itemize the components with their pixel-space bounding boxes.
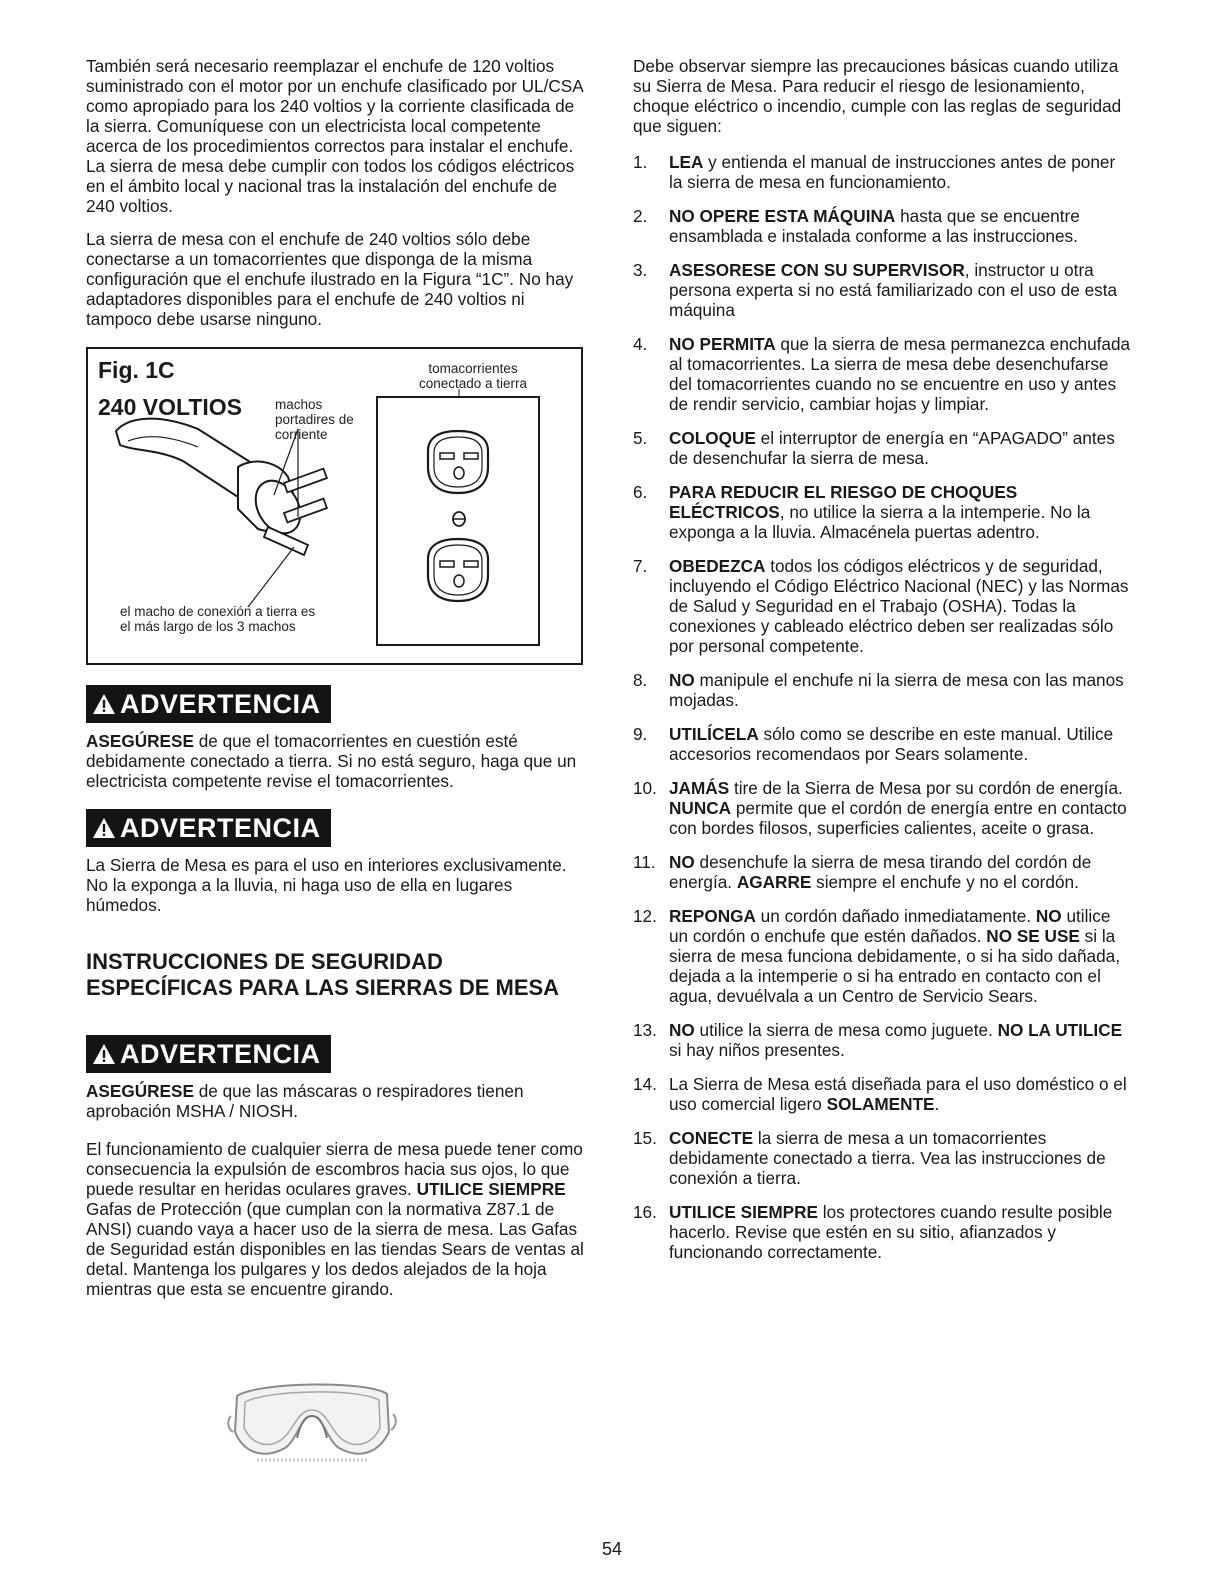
warning-block-indoor bbox=[86, 809, 586, 915]
left-column bbox=[86, 56, 586, 1312]
rule-number: 15. bbox=[633, 1128, 657, 1148]
rule-number: 14. bbox=[633, 1074, 657, 1094]
rule-number: 5. bbox=[633, 428, 648, 448]
safety-rule-item: 6. PARA REDUCIR EL RIESGO DE CHOQUES ELÉCTRICOS, no utilice la sierra a la intemperie. No la exponga a la lluvia. Almacénela puertas adentro. bbox=[633, 482, 1091, 542]
warning-triangle-icon bbox=[92, 1043, 116, 1065]
safety-rule-item: 11. NO desenchufe la sierra de mesa tirando del cordón de energía. AGARRE siempre el enchufe y no el cordón. bbox=[633, 852, 1092, 892]
rule-number: 9. bbox=[633, 724, 648, 744]
paragraph-outlet-config: La sierra de mesa con el enchufe de 240 voltios sólo debe conectarse a un tomacorrientes que disponga de la misma configuración que el enchufe ilustrado en la Figura “1C”. No hay adaptadores disponibles para el enchufe de 240 voltios ni tampoco debe usarse ninguno. bbox=[86, 229, 574, 329]
label-outlet: tomacorrientes conectado a tierra bbox=[418, 361, 528, 391]
rule-number: 10. bbox=[633, 778, 657, 798]
safety-rule-item: 10. JAMÁS tire de la Sierra de Mesa por su cordón de energía. NUNCA permite que el cordón de energía entre en contacto con bordes filosos, superficies calientes, aceite o grasa. bbox=[633, 778, 1127, 838]
safety-rules-list bbox=[633, 152, 1133, 1262]
safety-rule-item: 15. CONECTE la sierra de mesa a un tomacorrientes debidamente conectado a tierra. Vea las instrucciones de conexión a tierra. bbox=[633, 1128, 1106, 1188]
figure-title: Fig. 1C bbox=[98, 357, 175, 383]
page-number: 54 bbox=[601, 1539, 623, 1559]
rule-number: 12. bbox=[633, 906, 657, 926]
warning-text-masks: ASEGÚRESE de que las máscaras o respiradores tienen aprobación MSHA / NIOSH. bbox=[86, 1081, 524, 1121]
safety-rule-item: 7. OBEDEZCA todos los códigos eléctricos y de seguridad, incluyendo el Código Eléctrico Nacional (NEC) y las Normas de Salud y Seguridad en el Trabajo (OSHA). Todas la conexiones y cableado eléctrico deben ser realizadas sólo por personal competente. bbox=[633, 556, 1129, 656]
rule-number: 4. bbox=[633, 334, 648, 354]
rule-number: 1. bbox=[633, 152, 648, 172]
right-column bbox=[633, 56, 1133, 1276]
warning-text-grounding: ASEGÚRESE de que el tomacorrientes en cuestión esté debidamente conectado a tierra. Si no está seguro, haga que un electricista competente revise el tomacorrientes. bbox=[86, 731, 577, 791]
warning-label: ADVERTENCIA bbox=[120, 1039, 321, 1069]
warning-block-masks bbox=[86, 1035, 586, 1121]
warning-banner bbox=[86, 685, 331, 723]
warning-banner bbox=[86, 809, 331, 847]
rule-number: 13. bbox=[633, 1020, 657, 1040]
rule-number: 8. bbox=[633, 670, 648, 690]
warning-text-indoor: La Sierra de Mesa es para el uso en interiores exclusivamente. No la exponga a la lluvia, ni haga uso de ella en lugares húmedos. bbox=[86, 855, 567, 915]
safety-rule-item: 12. REPONGA un cordón dañado inmediatamente. NO utilice un cordón o enchufe que estén dañados. NO SE USE si la sierra de mesa funciona debidamente, o si ha sido dañada, dejada a la intemperie o si ha entrado en contacto con el agua, devuélvala a un Centro de Servicio Sears. bbox=[633, 906, 1120, 1006]
safety-rule-item: 8. NO manipule el enchufe ni la sierra de mesa con las manos mojadas. bbox=[633, 670, 1124, 710]
label-prongs: machos portadires de corriente bbox=[275, 397, 354, 442]
safety-rule-item: 4. NO PERMITA que la sierra de mesa permanezca enchufada al tomacorrientes. La sierra de mesa debe desenchufarse del tomacorrientes cuando no se encuentre en uso y antes de rendir servicio, cambiar hojas y limpiar. bbox=[633, 334, 1131, 414]
safety-rule-item: 2. NO OPERE ESTA MÁQUINA hasta que se encuentre ensamblada e instalada conforme a las instrucciones. bbox=[633, 206, 1080, 246]
safety-rule-item: 14. La Sierra de Mesa está diseñada para el uso doméstico o el uso comercial ligero SOLAMENTE. bbox=[633, 1074, 1127, 1114]
label-ground-prong: el macho de conexión a tierra es el más largo de los 3 machos bbox=[120, 604, 316, 634]
warning-label: ADVERTENCIA bbox=[120, 813, 321, 843]
figure-1c bbox=[86, 347, 583, 665]
safety-rule-item: 1. LEA y entienda el manual de instrucciones antes de poner la sierra de mesa en funcionamiento. bbox=[633, 152, 1116, 192]
warning-triangle-icon bbox=[92, 693, 116, 715]
paragraph-plug-replacement: También será necesario reemplazar el enchufe de 120 voltios suministrado con el motor por un enchufe clasificado por UL/CSA como apropiado para los 240 voltios y la corriente clasificada de la sierra. Comuníquese con un electricista local competente acerca de los procedimientos correctos para instalar el enchufe. La sierra de mesa debe cumplir con todos los códigos eléctricos en el ámbito local y nacional tras la instalación del enchufe de 240 voltios. bbox=[86, 56, 583, 216]
rule-number: 6. bbox=[633, 482, 648, 502]
safety-rule-item: 3. ASESORESE CON SU SUPERVISOR, instructor u otra persona experta si no está familiarizado con el uso de esta máquina bbox=[633, 260, 1118, 320]
warning-triangle-icon bbox=[92, 817, 116, 839]
safety-rule-item: 9. UTILÍCELA sólo como se describe en este manual. Utilice accesorios recomendaos por Sears solamente. bbox=[633, 724, 1114, 764]
warning-banner bbox=[86, 1035, 331, 1073]
section-heading: INSTRUCCIONES DE SEGURIDAD ESPECÍFICAS PARA LAS SIERRAS DE MESA bbox=[86, 949, 560, 1000]
figure-voltage: 240 VOLTIOS bbox=[98, 394, 243, 420]
paragraph-intro: Debe observar siempre las precauciones básicas cuando utiliza su Sierra de Mesa. Para reducir el riesgo de lesionamiento, choque eléctrico o incendio, cumple con las reglas de seguridad que siguen: bbox=[633, 56, 1122, 136]
rule-number: 11. bbox=[633, 852, 656, 872]
safety-rule-item: 16. UTILICE SIEMPRE los protectores cuando resulte posible hacerlo. Revise que estén en su sitio, afianzados y funcionando correctamente. bbox=[633, 1202, 1113, 1262]
warning-block-grounding bbox=[86, 685, 586, 791]
warning-label: ADVERTENCIA bbox=[120, 689, 321, 719]
rule-number: 16. bbox=[633, 1202, 657, 1222]
rule-number: 2. bbox=[633, 206, 648, 226]
plug-outlet-illustration bbox=[88, 349, 585, 667]
safety-goggles-image bbox=[227, 1376, 397, 1468]
safety-rule-item: 13. NO utilice la sierra de mesa como juguete. NO LA UTILICE si hay niños presentes. bbox=[633, 1020, 1123, 1060]
safety-rule-item: 5. COLOQUE el interruptor de energía en “APAGADO” antes de desenchufar la sierra de mesa. bbox=[633, 428, 1115, 468]
rule-number: 7. bbox=[633, 556, 648, 576]
rule-number: 3. bbox=[633, 260, 648, 280]
paragraph-eye-protection: El funcionamiento de cualquier sierra de mesa puede tener como consecuencia la expulsión de escombros hacia sus ojos, lo que puede resultar en heridas oculares graves. UTILICE SIEMPRE Gafas de Protección (que cumplan con la normativa Z87.1 de ANSI) cuando vaya a hacer uso de la sierra de mesa. Las Gafas de Seguridad están disponibles en las tiendas Sears de ventas al detal. Mantenga los pulgares y los dedos alejados de la hoja mientras que esta se encuentre girando. bbox=[86, 1139, 584, 1299]
